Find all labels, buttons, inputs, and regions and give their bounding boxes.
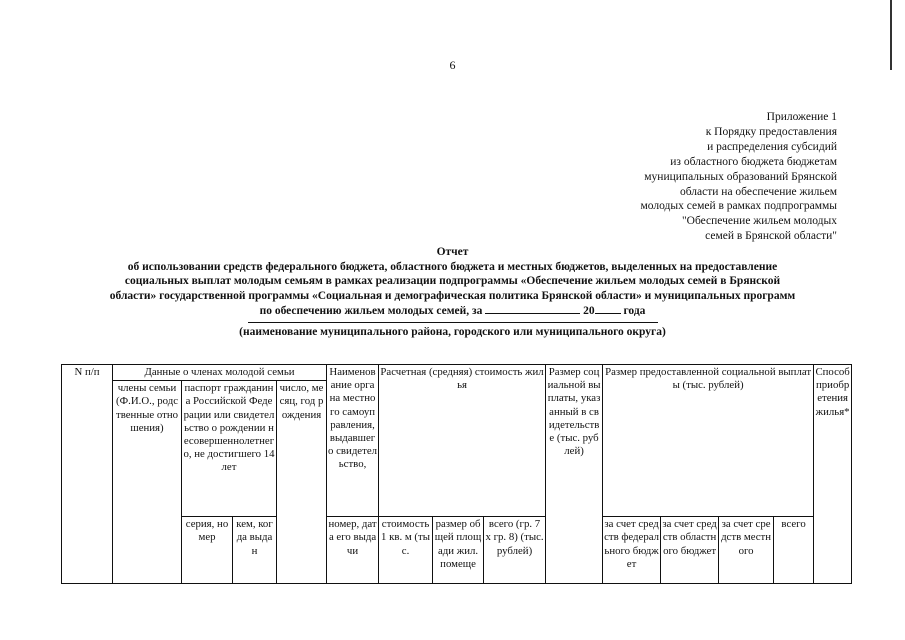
- authority-number-header: номер, дата его выдачи: [327, 517, 379, 584]
- appendix-header: [537, 110, 837, 244]
- municipality-blank-line: [248, 322, 658, 323]
- family-data-header: Данные о членах молодой семьи: [113, 365, 327, 381]
- appendix-line: из областного бюджета бюджетам: [670, 155, 837, 168]
- period-blank: [485, 303, 580, 314]
- report-line: области» государственной программы «Социальная и демографическая политика Брянской области» и муниципальных программ: [109, 289, 796, 302]
- acquisition-method-header: Способ приобретения жилья*: [814, 365, 852, 584]
- period-prefix: по обеспечению жильем молодых семей, за: [259, 305, 483, 318]
- birth-date-header: число, месяц, год рождения: [277, 381, 327, 584]
- appendix-line: "Обеспечение жильем молодых: [681, 215, 837, 228]
- series-number-header: серия, номер: [182, 517, 233, 584]
- report-period-line: [60, 303, 845, 319]
- cost-total-header: всего (гр. 7 х гр. 8) (тыс. рублей): [484, 517, 546, 584]
- appendix-line: семей в Брянской области": [705, 230, 837, 243]
- appendix-line: молодых семей в рамках подпрограммы: [640, 200, 837, 213]
- estimated-cost-header: Расчетная (средняя) стоимость жилья: [379, 365, 546, 517]
- report-table: [61, 364, 852, 584]
- provided-total-header: всего: [774, 517, 814, 584]
- year-blank: [595, 303, 621, 314]
- report-line: социальных выплат молодым семьям в рамках реализации подпрограммы «Обеспечение жильем молодых семей в Брянской: [124, 275, 781, 288]
- report-title: Отчет: [436, 246, 469, 258]
- authority-name-header: Наименование органа местного самоуправления, выдавшего свидетельство,: [327, 365, 379, 517]
- local-budget-header: за счет средств местного: [719, 517, 774, 584]
- period-suffix: года: [623, 305, 646, 318]
- issued-by-header: кем, когда выдан: [233, 517, 277, 584]
- appendix-line: области на обеспечение жильем: [679, 185, 837, 198]
- page-number: 6: [449, 58, 456, 72]
- appendix-line: муниципальных образований Брянской: [644, 170, 837, 183]
- regional-budget-header: за счет средств областного бюджет: [661, 517, 719, 584]
- report-line: об использовании средств федерального бюджета, областного бюджета и местных бюджетов, выделенных на предоставление: [127, 260, 778, 273]
- federal-budget-header: за счет средств федерального бюджет: [603, 517, 661, 584]
- appendix-line: Приложение 1: [766, 111, 837, 123]
- municipality-caption: (наименование муниципального района, городского или муниципального округа): [239, 325, 666, 338]
- appendix-line: и распределения субсидий: [707, 140, 837, 153]
- report-heading: [60, 245, 845, 340]
- passport-header: паспорт гражданина Российской Федерации или свидетельство о рождении несовершеннолетнего, не достигшего 14 лет: [182, 381, 277, 517]
- social-payment-size-header: Размер социальной выплаты, указанный в свидетельстве (тыс. рублей): [546, 365, 603, 584]
- family-members-header: члены семьи (Ф.И.О., родственные отношения): [113, 381, 182, 584]
- col-num-header: N п/п: [62, 365, 113, 584]
- appendix-line: к Порядку предоставления: [705, 125, 837, 138]
- provided-payment-header: Размер предоставленной социальной выплаты (тыс. рублей): [603, 365, 814, 517]
- cost-per-sqm-header: стоимость 1 кв. м (тыс.: [379, 517, 433, 584]
- period-year: 20: [583, 305, 595, 318]
- total-area-header: размер общей площади жил. помеще: [433, 517, 484, 584]
